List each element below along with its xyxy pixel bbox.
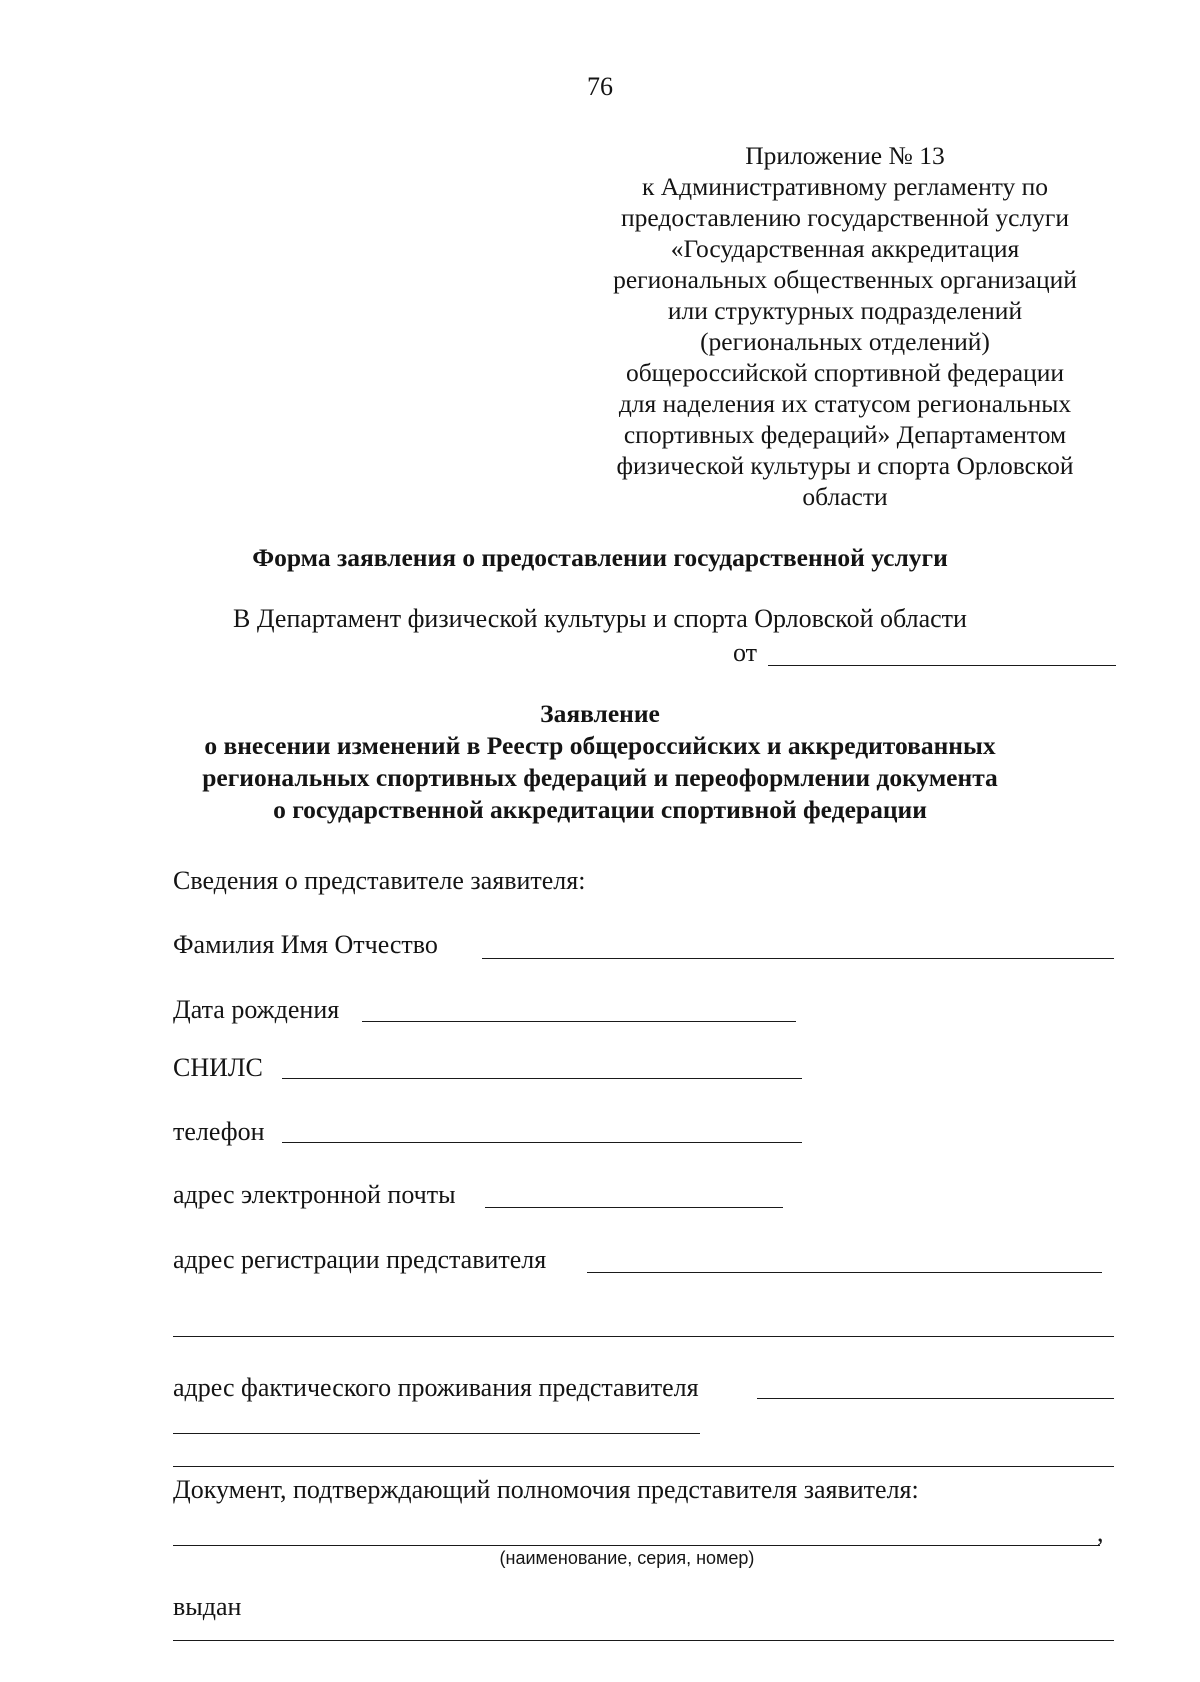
- appendix-line: общероссийской спортивной федерации: [625, 358, 1065, 387]
- appendix-line: «Государственная аккредитация: [670, 234, 1020, 263]
- appendix-line: Приложение № 13: [745, 141, 945, 170]
- actual-address-field[interactable]: [757, 1398, 1114, 1399]
- page-number: 76: [587, 72, 613, 101]
- registration-address-field[interactable]: [587, 1272, 1102, 1273]
- statement-line: региональных спортивных федераций и переоформлении документа: [202, 763, 998, 792]
- appendix-line: к Административному регламенту по: [641, 172, 1049, 201]
- appendix-line: спортивных федераций» Департаментом: [623, 420, 1067, 449]
- appendix-line: предоставлению государственной услуги: [620, 203, 1070, 232]
- full-name-label: Фамилия Имя Отчество: [173, 930, 438, 959]
- appendix-header: [600, 140, 1090, 512]
- appendix-line: или структурных подразделений: [667, 296, 1023, 325]
- appendix-line: (региональных отделений): [700, 327, 990, 356]
- birth-date-field[interactable]: [362, 1021, 796, 1022]
- from-label: от: [733, 638, 758, 667]
- form-title: Форма заявления о предоставлении государственной услуги: [252, 543, 948, 572]
- full-name-field[interactable]: [482, 958, 1114, 959]
- snils-label: СНИЛС: [173, 1053, 263, 1082]
- statement-line: о государственной аккредитации спортивной федерации: [273, 795, 927, 824]
- registration-address-field-continued[interactable]: [173, 1336, 1114, 1337]
- birth-date-label: Дата рождения: [173, 995, 340, 1024]
- statement-title: [0, 698, 1200, 826]
- statement-heading: Заявление: [540, 699, 660, 728]
- from-input-line[interactable]: [768, 665, 1116, 666]
- phone-label: телефон: [173, 1117, 265, 1146]
- authority-document-field[interactable]: [173, 1545, 1100, 1546]
- actual-address-label: адрес фактического проживания представителя: [173, 1373, 699, 1402]
- email-field[interactable]: [485, 1207, 783, 1208]
- authority-document-comma: ,: [1097, 1518, 1104, 1547]
- authority-document-label: Документ, подтверждающий полномочия представителя заявителя:: [173, 1475, 919, 1504]
- appendix-line: региональных общественных организаций: [613, 265, 1077, 294]
- statement-line: о внесении изменений в Реестр общероссийских и аккредитованных: [204, 731, 996, 760]
- actual-address-field-extra[interactable]: [173, 1466, 1114, 1467]
- actual-address-field-continued[interactable]: [173, 1433, 700, 1434]
- appendix-line: для наделения их статусом региональных: [618, 389, 1072, 418]
- authority-document-caption: (наименование, серия, номер): [499, 1548, 755, 1568]
- issued-by-label: выдан: [173, 1592, 242, 1621]
- appendix-line: области: [802, 482, 888, 511]
- snils-field[interactable]: [282, 1078, 802, 1079]
- addressee: В Департамент физической культуры и спорта Орловской области: [233, 604, 967, 633]
- email-label: адрес электронной почты: [173, 1180, 456, 1209]
- registration-address-label: адрес регистрации представителя: [173, 1245, 547, 1274]
- representative-section-heading: Сведения о представителе заявителя:: [173, 866, 586, 895]
- appendix-line: физической культуры и спорта Орловской: [616, 451, 1074, 480]
- phone-field[interactable]: [282, 1142, 802, 1143]
- issued-by-field[interactable]: [173, 1640, 1114, 1641]
